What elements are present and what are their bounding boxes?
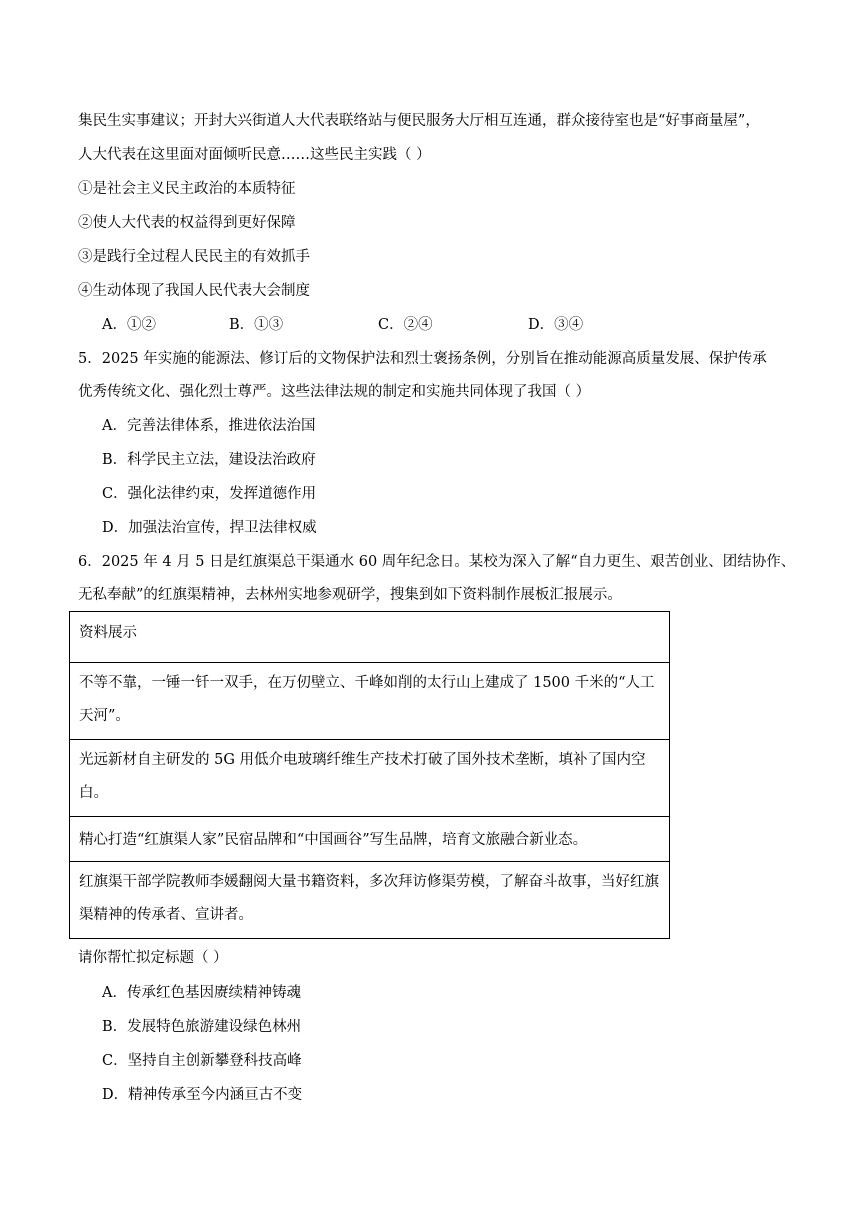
- q5-option-b[interactable]: B．科学民主立法，建设法治政府: [102, 452, 316, 468]
- q6-option-b[interactable]: B．发展特色旅游建设绿色林州: [102, 1019, 302, 1035]
- q4-stem-line1: 集民生实事建议；开封大兴街道人大代表联络站与便民服务大厅相互连通，群众接待室也是“好事商量屋”，: [78, 113, 760, 129]
- q5-stem-line1: 5．2025 年实施的能源法、修订后的文物保护法和烈士褒扬条例，分别旨在推动能源高质量发展、保护传承: [78, 351, 767, 367]
- q5-stem-line2: 优秀传统文化、强化烈士尊严。这些法律法规的制定和实施共同体现了我国（ ）: [78, 384, 591, 400]
- q4-option-c[interactable]: C．②④: [378, 317, 433, 333]
- q4-statement-1: ①是社会主义民主政治的本质特征: [78, 181, 296, 197]
- q6-stem-line1: 6．2025 年 4 月 5 日是红旗渠总干渠通水 60 周年纪念日。某校为深入了解“自力更生、艰苦创业、团结协作、: [78, 554, 796, 570]
- q5-option-a[interactable]: A．完善法律体系，推进依法治国: [102, 418, 316, 434]
- q4-stem-line2: 人大代表在这里面对面倾听民意……这些民主实践（ ）: [78, 147, 431, 163]
- q4-statement-4: ④生动体现了我国人民代表大会制度: [78, 283, 310, 299]
- material-table: [69, 611, 670, 939]
- material-row-2: 光远新材自主研发的 5G 用低介电玻璃纤维生产技术打破了国外技术垄断，填补了国内空白。: [70, 740, 670, 817]
- q6-option-d[interactable]: D．精神传承至今内涵亘古不变: [102, 1087, 303, 1103]
- q5-option-d[interactable]: D．加强法治宣传，捍卫法律权威: [102, 520, 317, 536]
- material-table-header: 资料展示: [70, 612, 670, 663]
- material-row-1: 不等不靠，一锤一钎一双手，在万仞壁立、千峰如削的太行山上建成了 1500 千米的“人工天河”。: [70, 663, 670, 740]
- q4-option-b[interactable]: B．①③: [229, 317, 284, 333]
- material-row-4: 红旗渠干部学院教师李媛翻阅大量书籍资料，多次拜访修渠劳模，了解奋斗故事，当好红旗渠精神的传承者、宣讲者。: [70, 862, 670, 939]
- q6-stem-line2: 无私奉献”的红旗渠精神，去林州实地参观研学，搜集到如下资料制作展板汇报展示。: [78, 587, 622, 603]
- q6-option-c[interactable]: C．坚持自主创新攀登科技高峰: [102, 1053, 302, 1069]
- q4-option-a[interactable]: A．①②: [102, 317, 156, 333]
- q6-prompt: 请你帮忙拟定标题（ ）: [78, 950, 228, 966]
- q4-statement-3: ③是践行全过程人民民主的有效抓手: [78, 249, 310, 265]
- q6-option-a[interactable]: A．传承红色基因赓续精神铸魂: [102, 985, 301, 1001]
- q5-option-c[interactable]: C．强化法律约束，发挥道德作用: [102, 486, 317, 502]
- q4-statement-2: ②使人大代表的权益得到更好保障: [78, 215, 296, 231]
- q4-option-d[interactable]: D．③④: [528, 317, 584, 333]
- material-row-3: 精心打造“红旗渠人家”民宿品牌和“中国画谷”写生品牌，培育文旅融合新业态。: [70, 817, 670, 862]
